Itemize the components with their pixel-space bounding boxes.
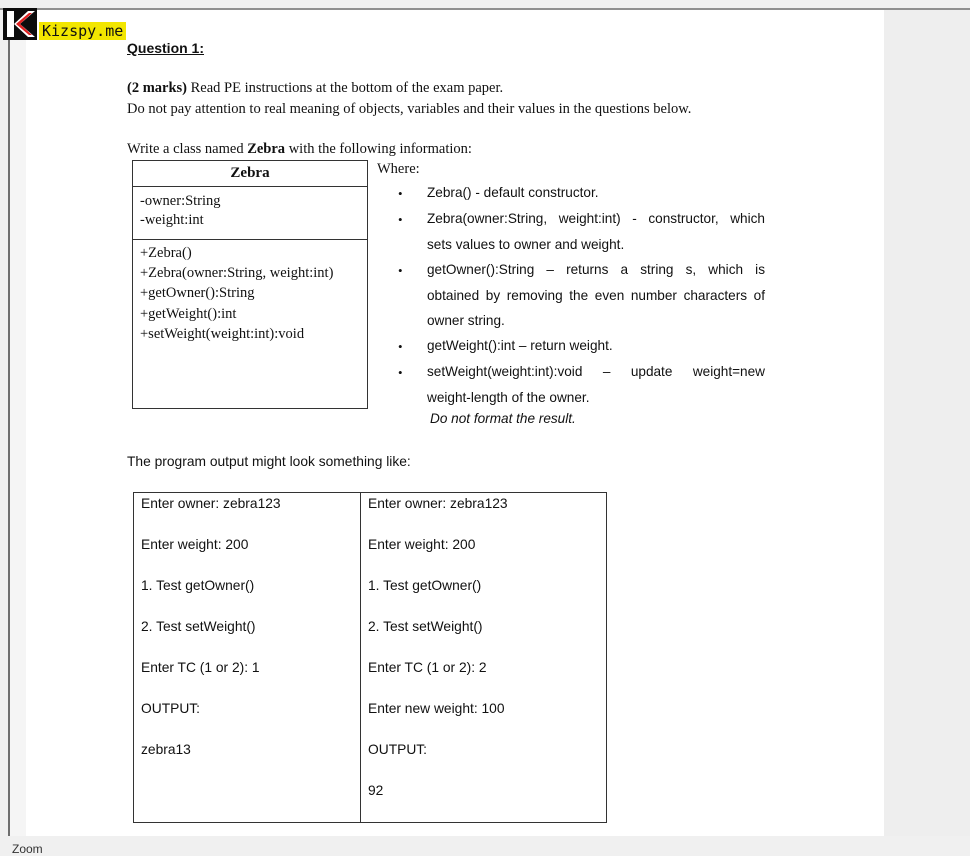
output-label: The program output might look something like: — [127, 454, 411, 469]
bullet-icon: • — [398, 263, 403, 278]
output-line: zebra13 — [141, 742, 191, 757]
output-line: 1. Test getOwner() — [141, 578, 255, 593]
page-gutter — [10, 10, 26, 836]
uml-method: +Zebra(owner:String, weight:int) — [140, 265, 334, 282]
status-bar — [0, 836, 970, 856]
description-item — [427, 359, 765, 410]
bullet-icon: • — [398, 212, 403, 227]
instructions-line-1 — [127, 80, 503, 97]
kizspy-logo — [3, 8, 37, 40]
output-line: Enter TC (1 or 2): 1 — [141, 660, 260, 675]
description-item — [427, 333, 765, 359]
output-line: Enter weight: 200 — [368, 537, 476, 552]
right-pane — [884, 10, 970, 836]
column-divider — [360, 493, 361, 822]
output-line: 2. Test setWeight() — [368, 619, 483, 634]
description-item — [427, 206, 765, 257]
output-line: 92 — [368, 783, 384, 798]
watermark-label[interactable]: Kizspy.me — [39, 22, 126, 40]
zoom-label[interactable]: Zoom — [12, 842, 43, 856]
description-line: owner string. — [427, 313, 505, 328]
task-prefix: Write a class named — [127, 141, 248, 157]
output-line: 1. Test getOwner() — [368, 578, 482, 593]
format-note: Do not format the result. — [430, 411, 576, 426]
description-item — [427, 180, 765, 206]
output-line: Enter owner: zebra123 — [141, 496, 281, 511]
where-label: Where: — [377, 161, 420, 177]
description-line: getWeight():int – return weight. — [427, 338, 613, 353]
description-line: setWeight(weight:int):void – update weight=new — [427, 364, 765, 379]
description-line: Zebra() - default constructor. — [427, 185, 599, 200]
uml-class-diagram — [132, 160, 368, 409]
uml-method: +setWeight(weight:int):void — [140, 325, 305, 342]
uml-attribute: -weight:int — [140, 212, 204, 228]
output-line: 2. Test setWeight() — [141, 619, 256, 634]
uml-method: +getOwner():String — [140, 285, 255, 302]
question-title: Question 1: — [127, 40, 205, 56]
uml-method: +Zebra() — [140, 245, 192, 261]
k-logo-icon — [3, 8, 37, 40]
task-statement — [127, 141, 472, 158]
description-line: sets values to owner and weight. — [427, 236, 625, 252]
sample-output-table — [133, 492, 607, 823]
description-line: obtained by removing the even number characters of — [427, 287, 765, 303]
output-line: Enter new weight: 100 — [368, 701, 505, 716]
description-line: getOwner():String – returns a string s, which is — [427, 262, 765, 277]
task-class-name: Zebra — [247, 141, 286, 157]
uml-method: +getWeight():int — [140, 305, 237, 322]
marks-label: (2 marks) — [127, 80, 188, 96]
bullet-icon: • — [398, 186, 403, 201]
instructions-text: Read PE instructions at the bottom of the exam paper. — [187, 80, 504, 96]
bullet-icon: • — [398, 339, 403, 354]
uml-attributes — [133, 187, 367, 240]
description-item — [427, 257, 765, 334]
uml-attribute: -owner:String — [140, 193, 221, 209]
instructions-line-2: Do not pay attention to real meaning of objects, variables and their values in the questions below. — [127, 101, 692, 117]
description-line: weight-length of the owner. — [427, 389, 590, 405]
output-line: Enter owner: zebra123 — [368, 496, 508, 511]
bullet-icon: • — [398, 365, 403, 380]
output-line: OUTPUT: — [368, 742, 428, 757]
output-line: Enter TC (1 or 2): 2 — [368, 660, 487, 675]
task-suffix: with the following information: — [285, 141, 472, 157]
description-line: Zebra(owner:String, weight:int) - constructor, which — [427, 211, 765, 226]
uml-class-name: Zebra — [133, 161, 367, 187]
output-line: OUTPUT: — [141, 701, 201, 716]
output-line: Enter weight: 200 — [141, 537, 249, 552]
uml-methods — [133, 240, 367, 344]
